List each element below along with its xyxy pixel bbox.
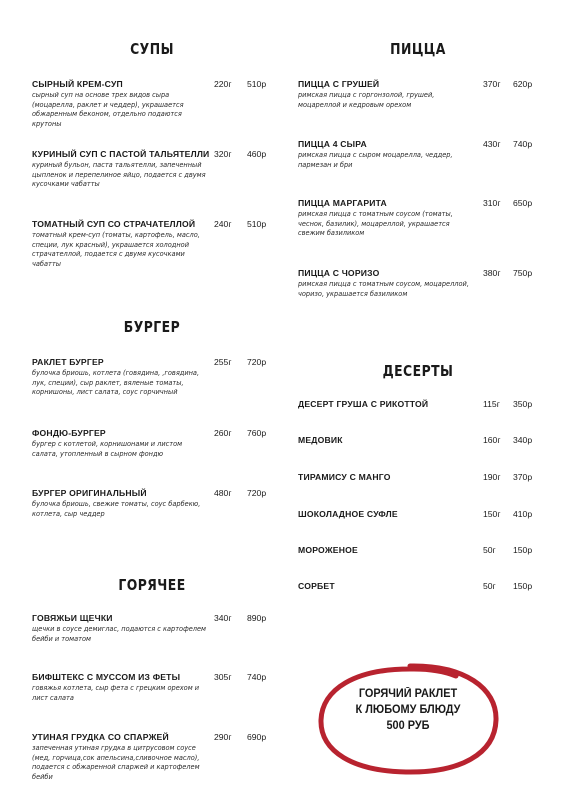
item-name: ПИЦЦА С ГРУШЕЙ [298,79,380,89]
item-name: СЫРНЫЙ КРЕМ-СУП [32,79,123,89]
item-price: 750р [513,268,533,278]
item-weight: 370г [483,79,501,89]
menu-item [32,671,272,703]
item-name: МЕДОВИК [298,435,343,445]
item-name: ТОМАТНЫЙ СУП СО СТРАЧАТЕЛЛОЙ [32,219,196,229]
item-name: ТИРАМИСУ С МАНГО [298,472,391,482]
item-weight: 255г [214,357,232,367]
menu-item [298,267,538,299]
menu-item [32,427,272,459]
menu-item [298,197,538,239]
item-name: РАКЛЕТ БУРГЕР [32,357,104,367]
item-description: римская пицца с сыром моцарелла, чеддер, пармезан и бри [298,151,453,169]
item-weight: 480г [214,488,232,498]
menu-item [32,148,272,190]
item-price: 370р [513,472,533,482]
promo-badge [314,660,502,778]
menu-item [298,544,538,556]
item-price: 650р [513,198,533,208]
item-price: 150р [513,545,533,555]
item-description: римская пицца с томатным соусом (томаты, чеснок, базилик), моцареллой, украшается свежим базиликом [298,210,453,238]
item-name: ПИЦЦА С ЧОРИЗО [298,268,380,278]
item-description: сырный суп на основе трех видов сыра (моцарелла, раклет и чеддер), украшается обжаренным беконом, отдельно подаются крутоны [32,91,184,128]
item-weight: 305г [214,672,232,682]
hot-dishes-title: ГОРЯЧЕЕ [118,576,186,594]
item-weight: 50г [483,545,496,555]
item-price: 740р [513,139,533,149]
item-description: говяжья котлета, сыр фета с грецким орехом и лист салата [32,684,200,702]
menu-item [298,580,538,592]
item-weight: 310г [483,198,501,208]
promo-text [319,686,498,734]
item-description: римская пицца с томатным соусом, моцареллой, чоризо, украшается базиликом [298,280,469,298]
item-weight: 380г [483,268,501,278]
item-weight: 260г [214,428,232,438]
menu-item [32,612,272,644]
item-price: 720р [247,357,267,367]
menu-item [32,487,272,519]
item-name: ПИЦЦА МАРГАРИТА [298,198,387,208]
item-name: УТИНАЯ ГРУДКА СО СПАРЖЕЙ [32,732,169,742]
item-price: 460р [247,149,267,159]
item-name: СОРБЕТ [298,581,335,591]
item-price: 340р [513,435,533,445]
item-name: ДЕСЕРТ ГРУША С РИКОТТОЙ [298,399,429,409]
burgers-title: БУРГЕР [123,318,181,336]
item-weight: 240г [214,219,232,229]
item-name: БИФШТЕКС С МУССОМ ИЗ ФЕТЫ [32,672,181,682]
menu-item [298,78,538,110]
menu-item [32,356,272,398]
item-weight: 320г [214,149,232,159]
item-name: БУРГЕР ОРИГИНАЛЬНЫЙ [32,488,147,498]
item-weight: 340г [214,613,232,623]
item-description: бургер с котлетой, корнишонами и листом салата, утопленный в сырном фондю [32,440,183,458]
item-price: 740р [247,672,267,682]
promo-line-3: 500 РУБ [386,720,430,732]
item-name: КУРИНЫЙ СУП С ПАСТОЙ ТАЛЬЯТЕЛЛИ [32,149,210,159]
item-description: римская пицца с горгонзолой, грушей, моцареллой и кедровым орехом [298,91,435,109]
menu-item [298,398,538,410]
item-weight: 50г [483,581,496,591]
item-weight: 430г [483,139,501,149]
soups-title: СУПЫ [130,40,174,58]
item-price: 510р [247,79,267,89]
item-name: ШОКОЛАДНОЕ СУФЛЕ [298,509,398,519]
item-description: булочка бриошь, свежие томаты, соус барбекю, котлета, сыр чеддер [32,500,201,518]
item-name: МОРОЖЕНОЕ [298,545,358,555]
desserts-title: ДЕСЕРТЫ [382,362,454,380]
menu-item [298,138,538,170]
menu-item [32,78,272,129]
menu-item [298,434,538,446]
item-name: ГОВЯЖЬИ ЩЕЧКИ [32,613,113,623]
item-price: 510р [247,219,267,229]
item-name: ПИЦЦА 4 СЫРА [298,139,367,149]
item-weight: 115г [483,399,500,409]
menu-item [298,508,538,520]
item-price: 760р [247,428,267,438]
item-price: 350р [513,399,533,409]
item-description: щечки в соусе демиглас, подаются с картофелем бейби и томатом [32,625,207,643]
item-description: запеченная утиная грудка в цитрусовом соусе (мед, горчица,сок апельсина,сливочное масло), подается с обжаренной спаржей и картофелем бейби [32,744,200,781]
item-weight: 220г [214,79,232,89]
item-description: куриный бульон, паста тальятелли, запеченный цыпленок и перепелиное яйцо, подается с двумя кусочками чабатты [32,161,206,189]
item-description: булочка бриошь, котлета (говядина, ,говядина, лук, специи), сыр раклет, вяленые томаты, корнишоны, лист салата, соус горчичный [32,369,200,397]
item-name: ФОНДЮ-БУРГЕР [32,428,106,438]
item-weight: 160г [483,435,501,445]
menu-item [298,471,538,483]
item-price: 720р [247,488,267,498]
item-weight: 190г [483,472,501,482]
pizza-title: ПИЦЦА [390,40,446,58]
promo-line-1: ГОРЯЧИЙ РАКЛЕТ [358,688,458,700]
item-weight: 290г [214,732,232,742]
item-price: 620р [513,79,533,89]
promo-line-2: К ЛЮБОМУ БЛЮДУ [355,704,461,716]
item-price: 410р [513,509,533,519]
item-description: томатный крем-суп (томаты, картофель, масло, специи, лук красный), украшается холодной страчателлой, подается с двумя кусочками чабатты [32,231,200,268]
menu-item [32,731,272,782]
menu-item [32,218,272,269]
item-price: 890р [247,613,267,623]
item-weight: 150г [483,509,501,519]
item-price: 690р [247,732,267,742]
item-price: 150р [513,581,533,591]
